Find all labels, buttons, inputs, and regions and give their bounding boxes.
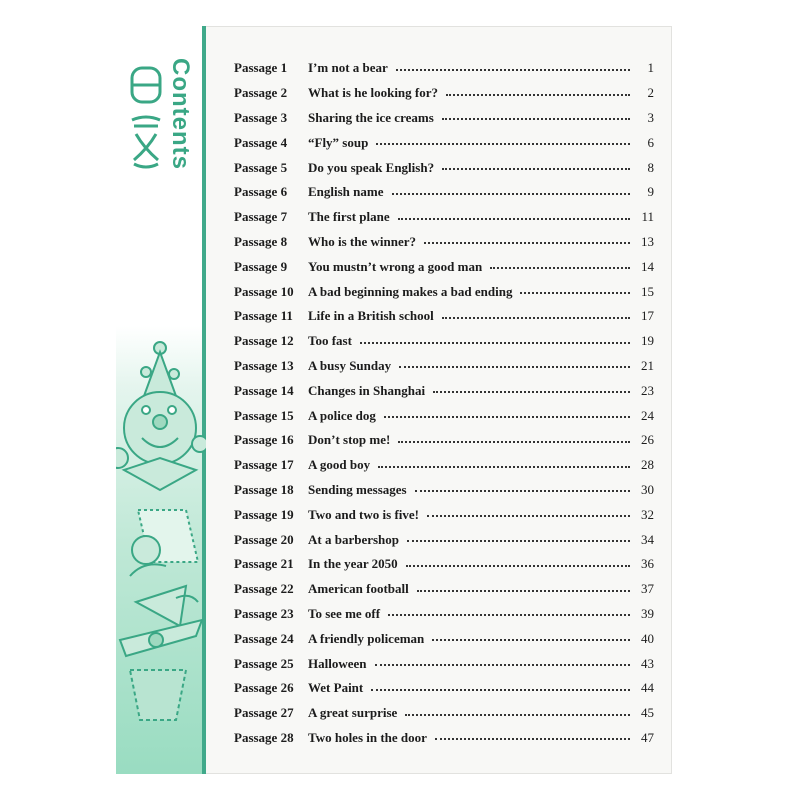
dot-leader xyxy=(407,539,630,542)
page-number: 47 xyxy=(641,729,654,745)
dot-leader xyxy=(398,440,630,443)
page-number: 13 xyxy=(641,233,654,249)
dot-leader xyxy=(433,390,630,393)
passage-number: Passage 7 xyxy=(234,209,288,225)
toc-row xyxy=(234,155,654,180)
toc-row xyxy=(234,329,654,354)
passage-title: The first plane xyxy=(308,209,390,225)
passage-title: A police dog xyxy=(308,407,376,423)
toc-row xyxy=(234,106,654,131)
passage-title: A friendly policeman xyxy=(308,630,425,646)
passage-number: Passage 22 xyxy=(234,581,294,597)
table-of-contents xyxy=(234,56,654,750)
dot-leader xyxy=(392,192,631,195)
passage-title: Changes in Shanghai xyxy=(308,382,426,398)
page-number: 40 xyxy=(641,630,654,646)
passage-number: Passage 17 xyxy=(234,457,294,473)
passage-title: Halloween xyxy=(308,655,367,671)
toc-row xyxy=(234,403,654,428)
passage-number: Passage 6 xyxy=(234,184,288,200)
dot-leader xyxy=(415,489,630,492)
dot-leader xyxy=(424,241,630,244)
passage-title: I’m not a bear xyxy=(308,60,388,76)
passage-title: Sharing the ice creams xyxy=(308,109,434,125)
dot-leader xyxy=(398,217,630,220)
passage-number: Passage 2 xyxy=(234,85,288,101)
passage-title: At a barbershop xyxy=(308,531,400,547)
page-number: 34 xyxy=(641,531,654,547)
dot-leader xyxy=(442,167,630,170)
toc-row xyxy=(234,527,654,552)
passage-number: Passage 16 xyxy=(234,432,294,448)
bow-tie xyxy=(124,458,196,490)
page-number: 45 xyxy=(641,705,654,721)
dot-leader xyxy=(442,316,630,319)
dot-leader xyxy=(406,564,630,567)
passage-number: Passage 4 xyxy=(234,134,288,150)
toc-row xyxy=(234,676,654,701)
dot-leader xyxy=(435,737,630,740)
toc-row xyxy=(234,56,654,81)
passage-title: Sending messages xyxy=(308,481,407,497)
passage-number: Passage 20 xyxy=(234,531,294,547)
passage-title: A bad beginning makes a bad ending xyxy=(308,283,513,299)
passage-title: English name xyxy=(308,184,384,200)
passage-number: Passage 23 xyxy=(234,605,294,621)
page-title: Contents xyxy=(167,58,194,170)
small-figure-head xyxy=(132,536,160,564)
dot-leader xyxy=(427,514,630,517)
toc-row xyxy=(234,626,654,651)
page-number: 9 xyxy=(647,184,654,200)
page-number: 28 xyxy=(641,457,654,473)
toc-row xyxy=(234,130,654,155)
page-number: 15 xyxy=(641,283,654,299)
passage-title: American football xyxy=(308,581,409,597)
passage-number: Passage 8 xyxy=(234,233,288,249)
dot-leader xyxy=(432,638,630,641)
passage-number: Passage 5 xyxy=(234,159,288,175)
passage-number: Passage 1 xyxy=(234,60,288,76)
page-number: 30 xyxy=(641,481,654,497)
passage-title: Wet Paint xyxy=(308,680,364,696)
page-number: 17 xyxy=(641,308,654,324)
page-number: 26 xyxy=(641,432,654,448)
passage-number: Passage 12 xyxy=(234,333,294,349)
dot-leader xyxy=(360,341,630,344)
page-number: 6 xyxy=(647,134,654,150)
passage-title: In the year 2050 xyxy=(308,556,398,572)
passage-title: “Fly” soup xyxy=(308,134,369,150)
dot-leader xyxy=(446,93,630,96)
page-number: 36 xyxy=(641,556,654,572)
passage-number: Passage 27 xyxy=(234,705,294,721)
toc-row xyxy=(234,180,654,205)
dot-leader xyxy=(399,365,630,368)
toc-row xyxy=(234,502,654,527)
passage-title: You mustn’t wrong a good man xyxy=(308,258,483,274)
passage-title: Two holes in the door xyxy=(308,729,427,745)
page-number: 21 xyxy=(641,357,654,373)
toc-row xyxy=(234,701,654,726)
passage-number: Passage 18 xyxy=(234,481,294,497)
dot-leader xyxy=(396,68,630,71)
passage-number: Passage 19 xyxy=(234,506,294,522)
title-block xyxy=(124,52,204,192)
toc-row xyxy=(234,428,654,453)
passage-number: Passage 26 xyxy=(234,680,294,696)
page-number: 11 xyxy=(641,209,654,225)
page-number: 39 xyxy=(641,605,654,621)
page-number: 32 xyxy=(641,506,654,522)
passage-number: Passage 28 xyxy=(234,729,294,745)
passage-title: Two and two is five! xyxy=(308,506,419,522)
toc-row xyxy=(234,552,654,577)
page-number: 23 xyxy=(641,382,654,398)
page-number: 24 xyxy=(641,407,654,423)
dot-leader xyxy=(490,266,630,269)
page-number: 3 xyxy=(647,109,654,125)
page-number: 2 xyxy=(647,85,654,101)
toc-row xyxy=(234,81,654,106)
dot-leader xyxy=(417,589,630,592)
toc-row xyxy=(234,304,654,329)
toc-row xyxy=(234,254,654,279)
toc-row xyxy=(234,205,654,230)
passage-number: Passage 3 xyxy=(234,109,288,125)
page-number: 37 xyxy=(641,581,654,597)
toc-row xyxy=(234,577,654,602)
toc-row xyxy=(234,602,654,627)
page-number: 43 xyxy=(641,655,654,671)
page-number: 19 xyxy=(641,333,654,349)
clown-illustration xyxy=(116,340,206,740)
dot-leader xyxy=(378,465,630,468)
dot-leader xyxy=(384,415,630,418)
dot-leader xyxy=(388,613,630,616)
passage-number: Passage 24 xyxy=(234,630,294,646)
passage-number: Passage 15 xyxy=(234,407,294,423)
dot-leader xyxy=(520,291,630,294)
dot-leader xyxy=(442,117,630,120)
passage-title: Too fast xyxy=(308,333,352,349)
passage-title: What is he looking for? xyxy=(308,85,439,101)
passage-title: To see me off xyxy=(308,605,381,621)
passage-number: Passage 13 xyxy=(234,357,294,373)
toc-row xyxy=(234,651,654,676)
toc-row xyxy=(234,230,654,255)
toc-row xyxy=(234,453,654,478)
toc-row xyxy=(234,478,654,503)
dot-leader xyxy=(405,713,630,716)
passage-title: Don’t stop me! xyxy=(308,432,391,448)
passage-title: A good boy xyxy=(308,457,371,473)
page-number: 8 xyxy=(647,159,654,175)
passage-number: Passage 11 xyxy=(234,308,293,324)
page-number: 1 xyxy=(647,60,654,76)
passage-number: Passage 10 xyxy=(234,283,294,299)
toc-row xyxy=(234,378,654,403)
dot-leader xyxy=(371,688,630,691)
cn-title-glyphs xyxy=(126,60,166,180)
passage-title: A busy Sunday xyxy=(308,357,392,373)
passage-number: Passage 21 xyxy=(234,556,294,572)
passage-title: A great surprise xyxy=(308,705,398,721)
page-number: 44 xyxy=(641,680,654,696)
toc-row xyxy=(234,279,654,304)
passage-title: Do you speak English? xyxy=(308,159,435,175)
toc-row xyxy=(234,726,654,751)
passage-title: Who is the winner? xyxy=(308,233,416,249)
dot-leader xyxy=(375,663,631,666)
page-number: 14 xyxy=(641,258,654,274)
toc-row xyxy=(234,354,654,379)
passage-title: Life in a British school xyxy=(308,308,434,324)
passage-number: Passage 9 xyxy=(234,258,288,274)
passage-number: Passage 25 xyxy=(234,655,294,671)
passage-number: Passage 14 xyxy=(234,382,294,398)
dot-leader xyxy=(376,142,630,145)
